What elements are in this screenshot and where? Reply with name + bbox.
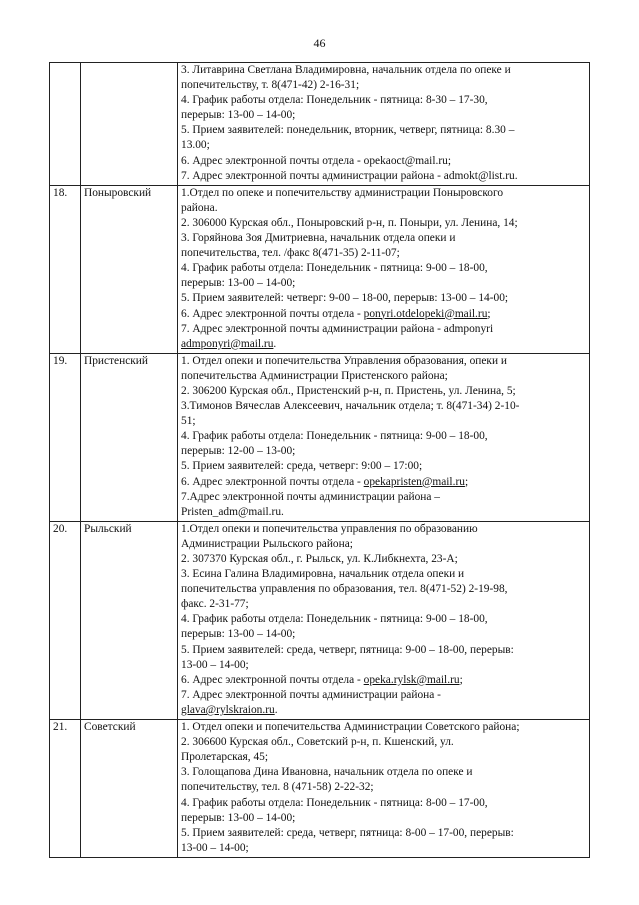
- info-line: [181, 154, 586, 169]
- info-line: [181, 612, 586, 627]
- info-line: [181, 658, 586, 673]
- info-line: [181, 537, 586, 552]
- table-row: [50, 720, 590, 858]
- info-line: [181, 399, 586, 414]
- info-text: 5. Прием заявителей: среда, четверг, пятница: 9-00 – 18-00, перерыв:: [181, 643, 514, 656]
- table-row: [50, 353, 590, 521]
- info-text-suffix: ;: [487, 307, 491, 320]
- info-line: [181, 169, 586, 184]
- info-line: [181, 780, 586, 795]
- info-text: Администрации Рыльского района;: [181, 537, 353, 550]
- info-line: [181, 627, 586, 642]
- info-text: 5. Прием заявителей: четверг: 9-00 – 18-00, перерыв: 13-00 – 14-00;: [181, 292, 509, 305]
- info-line: [181, 108, 586, 123]
- info-line: [181, 123, 586, 138]
- info-line: [181, 291, 586, 306]
- district-name: [81, 63, 178, 186]
- info-line: [181, 429, 586, 444]
- table-row: [50, 63, 590, 186]
- info-line: [181, 765, 586, 780]
- info-line: [181, 582, 586, 597]
- info-line: [181, 78, 586, 93]
- info-line: [181, 444, 586, 459]
- department-info: [178, 353, 590, 521]
- info-line: [181, 337, 586, 352]
- info-text-suffix: ;: [459, 673, 463, 686]
- info-line: [181, 201, 586, 216]
- info-text: 1. Отдел опеки и попечительства Администрации Советского района;: [181, 721, 520, 734]
- row-number: 18.: [50, 185, 81, 353]
- info-text: перерыв: 13-00 – 14-00;: [181, 628, 296, 641]
- info-line: [181, 369, 586, 384]
- info-line: [181, 384, 586, 399]
- guardianship-departments-table: [49, 62, 590, 858]
- info-text: 13-00 – 14-00;: [181, 841, 249, 854]
- info-text: факс. 2-31-77;: [181, 598, 249, 611]
- info-text: 4. График работы отдела: Понедельник - пятница: 9-00 – 18-00,: [181, 262, 488, 275]
- email-link[interactable]: ponyri.otdelopeki@mail.ru: [363, 307, 488, 320]
- info-text: 6. Адрес электронной почты отдела -: [181, 307, 364, 320]
- info-line: [181, 552, 586, 567]
- info-line: [181, 261, 586, 276]
- info-line: [181, 811, 586, 826]
- info-text-suffix: .: [274, 703, 278, 716]
- info-line: [181, 307, 586, 322]
- info-line: [181, 720, 586, 735]
- info-text: 2. 307370 Курская обл., г. Рыльск, ул. К.Либкнехта, 23-А;: [181, 553, 458, 565]
- info-line: [181, 475, 586, 490]
- info-line: [181, 322, 586, 337]
- info-text: 2. 306600 Курская обл., Советский р-н, п. Кшенский, ул.: [181, 736, 454, 749]
- info-line: [181, 505, 586, 520]
- info-text: 3. Голощапова Дина Ивановна, начальник отдела по опеке и: [181, 766, 473, 779]
- info-text: попечительству, тел. 8 (471-58) 2-22-32;: [181, 781, 374, 794]
- info-line: [181, 643, 586, 658]
- info-text: 7.Адрес электронной почты администрации района –: [181, 490, 440, 503]
- info-line: [181, 796, 586, 811]
- info-text: 6. Адрес электронной почты отдела - opekaoct@mail.ru;: [181, 154, 451, 167]
- info-text: 1.Отдел по опеке и попечительству администрации Поныровского: [181, 186, 504, 199]
- info-text: 2. 306200 Курская обл., Пристенский р-н, п. Пристень, ул. Ленина, 5;: [181, 384, 516, 397]
- info-text: перерыв: 13-00 – 14-00;: [181, 109, 296, 122]
- info-text: перерыв: 12-00 – 13-00;: [181, 445, 296, 458]
- info-line: [181, 216, 586, 231]
- info-text: 3. Литаврина Светлана Владимировна, начальник отдела по опеке и: [181, 64, 511, 76]
- info-text: района.: [181, 201, 218, 214]
- info-text: 4. График работы отдела: Понедельник - пятница: 9-00 – 18-00,: [181, 430, 488, 443]
- info-line: [181, 703, 586, 718]
- info-text: 1. Отдел опеки и попечительства Управления образования, опеки и: [181, 354, 508, 367]
- info-text: 5. Прием заявителей: среда, четверг, пятница: 8-00 – 17-00, перерыв:: [181, 826, 514, 839]
- info-text: 3. Горяйнова Зоя Дмитриевна, начальник отдела опеки и: [181, 232, 456, 245]
- email-link[interactable]: opeka.rylsk@mail.ru: [363, 673, 460, 686]
- info-line: [181, 276, 586, 291]
- info-text: 7. Адрес электронной почты администрации района -: [181, 688, 441, 701]
- info-text: 13-00 – 14-00;: [181, 658, 249, 671]
- info-text: перерыв: 13-00 – 14-00;: [181, 811, 296, 824]
- info-text: попечительства управления по образования, тел. 8(471-52) 2-19-98,: [181, 583, 508, 596]
- info-text: попечительству, т. 8(471-42) 2-16-31;: [181, 79, 360, 92]
- district-name: Поныровский: [81, 185, 178, 353]
- info-line: [181, 186, 586, 201]
- info-text: 6. Адрес электронной почты отдела -: [181, 475, 364, 488]
- table-row: [50, 521, 590, 719]
- table-row: [50, 185, 590, 353]
- info-line: [181, 750, 586, 765]
- info-text: 7. Адрес электронной почты администрации района - admponyri: [181, 322, 494, 335]
- info-line: [181, 673, 586, 688]
- info-line: [181, 93, 586, 108]
- info-line: [181, 63, 586, 78]
- info-line: [181, 231, 586, 246]
- info-text: 7. Адрес электронной почты администрации района - admokt@list.ru.: [181, 169, 518, 182]
- info-text: 4. График работы отдела: Понедельник - пятница: 9-00 – 18-00,: [181, 613, 488, 626]
- info-text: 1.Отдел опеки и попечительства управления по образованию: [181, 522, 478, 535]
- info-line: [181, 826, 586, 841]
- row-number: 19.: [50, 353, 81, 521]
- info-line: [181, 414, 586, 429]
- department-info: [178, 521, 590, 719]
- email-link[interactable]: glava@rylskraion.ru: [181, 703, 275, 716]
- department-info: [178, 720, 590, 858]
- department-info: [178, 185, 590, 353]
- info-text: перерыв: 13-00 – 14-00;: [181, 277, 296, 290]
- info-text: 3. Есина Галина Владимировна, начальник отдела опеки и: [181, 568, 465, 581]
- info-text: попечительства, тел. /факс 8(471-35) 2-11-07;: [181, 247, 400, 260]
- district-name: Советский: [81, 720, 178, 858]
- info-text: 4. График работы отдела: Понедельник - пятница: 8-30 – 17-30,: [181, 94, 488, 107]
- row-number: [50, 63, 81, 186]
- info-line: [181, 597, 586, 612]
- email-link[interactable]: admponyri@mail.ru: [181, 337, 274, 350]
- info-line: [181, 490, 586, 505]
- info-text: 2. 306000 Курская обл., Поныровский р-н, п. Поныри, ул. Ленина, 14;: [181, 216, 518, 229]
- row-number: 20.: [50, 521, 81, 719]
- info-line: [181, 246, 586, 261]
- info-text: 3.Тимонов Вячеслав Алексеевич, начальник отдела; т. 8(471-34) 2-10-: [181, 400, 520, 413]
- page-number: 46: [313, 36, 326, 50]
- info-line: [181, 459, 586, 474]
- info-text: Pristen_adm@mail.ru.: [181, 505, 284, 518]
- district-name: Пристенский: [81, 353, 178, 521]
- info-line: [181, 688, 586, 703]
- info-text: Пролетарская, 45;: [181, 751, 269, 764]
- row-number: 21.: [50, 720, 81, 858]
- info-text-suffix: ;: [464, 475, 469, 488]
- info-text: 51;: [181, 415, 196, 428]
- info-text: 13.00;: [181, 139, 210, 152]
- district-name: Рыльский: [81, 521, 178, 719]
- info-line: [181, 138, 586, 153]
- email-link[interactable]: opekapristen@mail.ru: [363, 475, 465, 488]
- info-text: 5. Прием заявителей: понедельник, вторник, четверг, пятница: 8.30 –: [181, 124, 515, 137]
- info-text: попечительства Администрации Пристенского района;: [181, 369, 448, 382]
- department-info: [178, 63, 590, 186]
- info-text: 6. Адрес электронной почты отдела -: [181, 673, 364, 686]
- info-line: [181, 567, 586, 582]
- info-line: [181, 841, 586, 856]
- info-text: 5. Прием заявителей: среда, четверг: 9:00 – 17:00;: [181, 460, 423, 473]
- info-text: 4. График работы отдела: Понедельник - пятница: 8-00 – 17-00,: [181, 796, 488, 809]
- info-line: [181, 354, 586, 369]
- info-text-suffix: .: [273, 337, 277, 350]
- info-line: [181, 735, 586, 750]
- info-line: [181, 522, 586, 537]
